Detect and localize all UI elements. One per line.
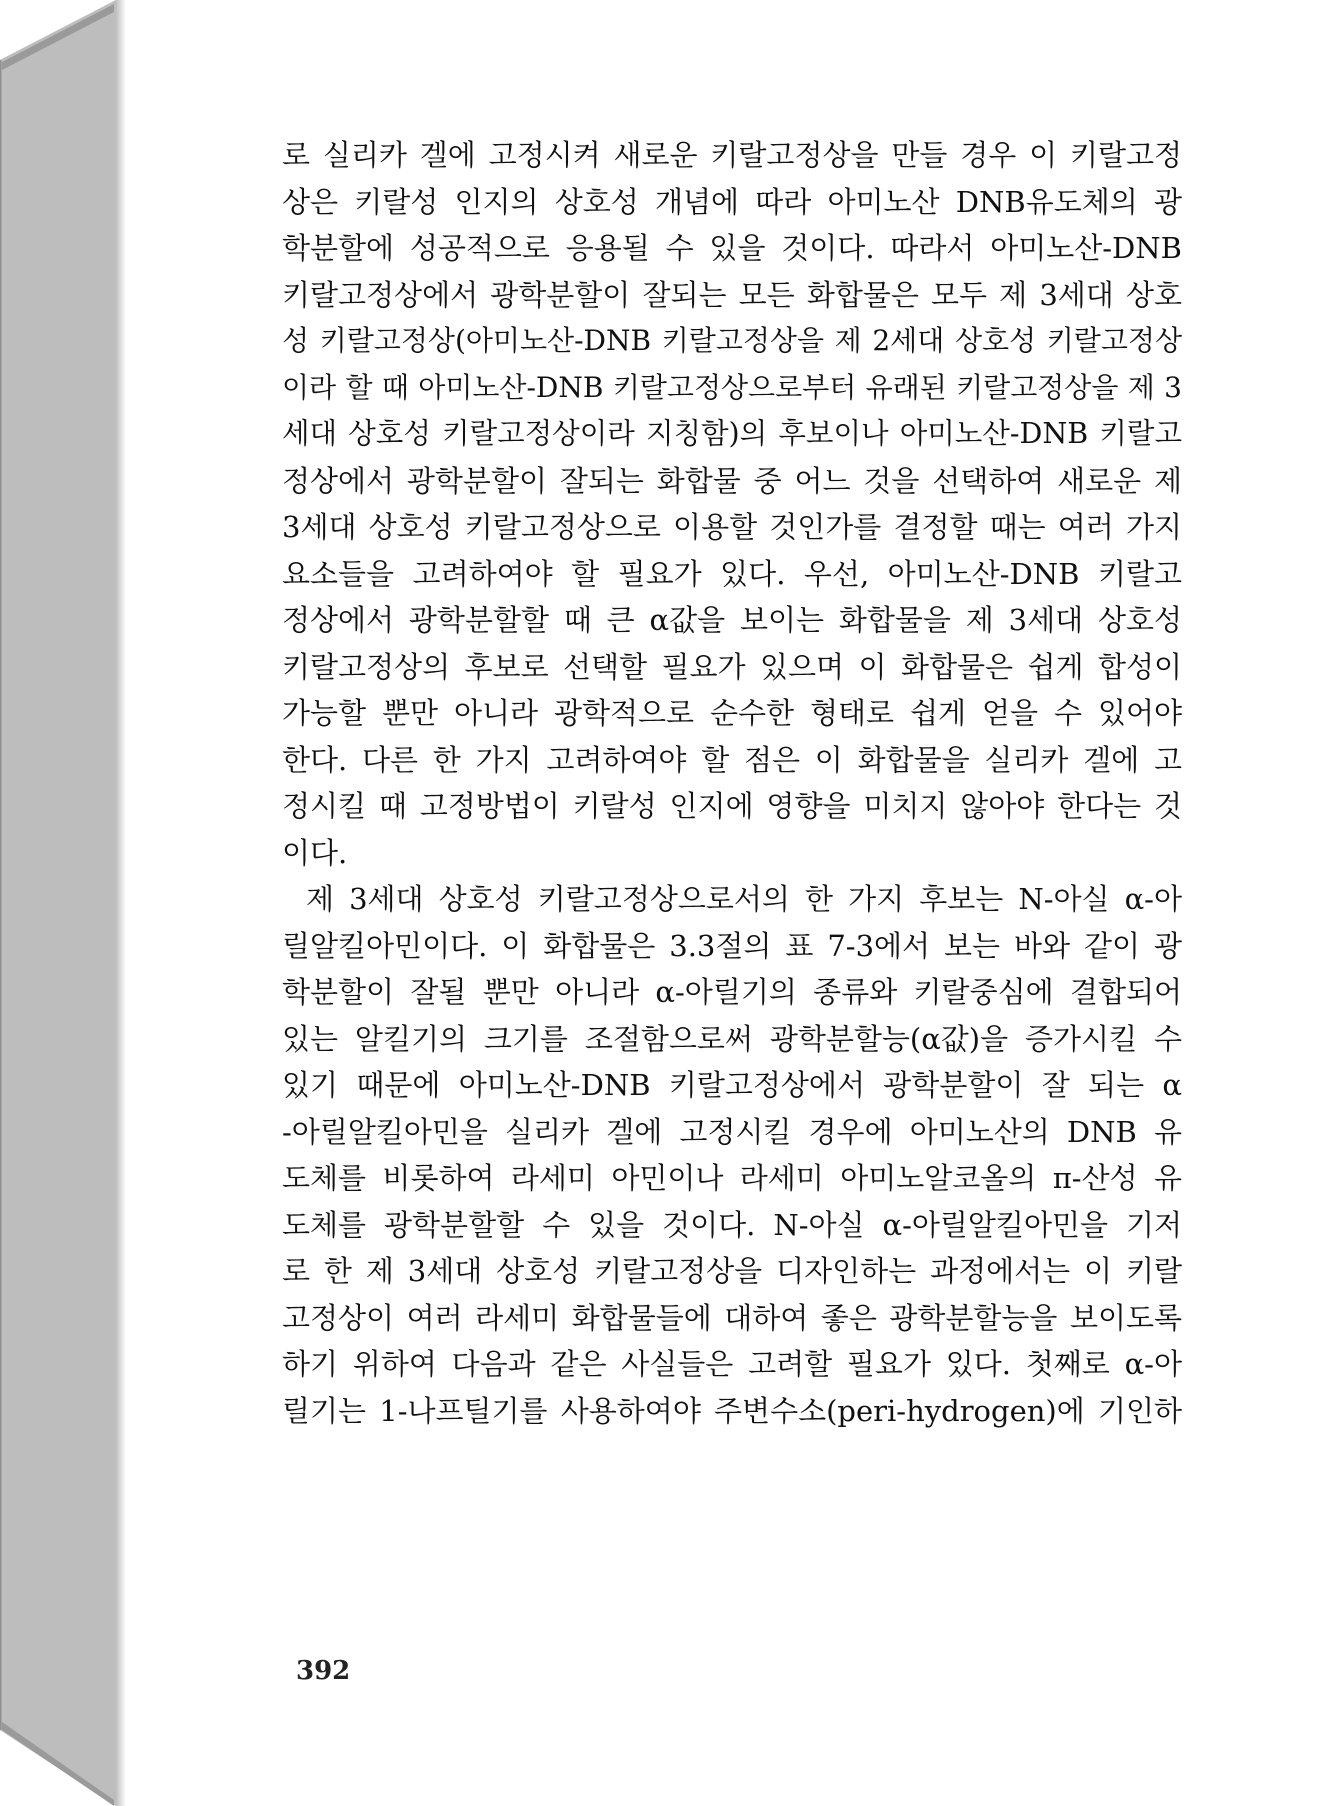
text-line: 성 키랄고정상(아미노산-DNB 키랄고정상을 제 2세대 상호성 키랄고정상 bbox=[282, 324, 1182, 357]
text-line: 하기 위하여 다음과 같은 사실들은 고려할 필요가 있다. 첫째로 α-아 bbox=[282, 1347, 1182, 1381]
text-line: 있는 알킬기의 크기를 조절함으로써 광학분할능(α값)을 증가시킬 수 bbox=[282, 1021, 1182, 1056]
text-line: 키랄고정상의 후보로 선택할 필요가 있으며 이 화합물은 쉽게 합성이 bbox=[282, 649, 1182, 684]
text-line: 학분할에 성공적으로 응용될 수 있을 것이다. 따라서 아미노산-DNB bbox=[282, 231, 1182, 265]
text-line: 로 실리카 겔에 고정시켜 새로운 키랄고정상을 만들 경우 이 키랄고정 bbox=[282, 138, 1182, 172]
text-line: 요소들을 고려하여야 할 필요가 있다. 우선, 아미노산-DNB 키랄고 bbox=[282, 556, 1182, 591]
text-line: 상은 키랄성 인지의 상호성 개념에 따라 아미노산 DNB유도체의 광 bbox=[282, 184, 1182, 219]
text-line: 로 한 제 3세대 상호성 키랄고정상을 디자인하는 과정에서는 이 키랄 bbox=[282, 1254, 1182, 1288]
text-line: -아릴알킬아민을 실리카 겔에 고정시킬 경우에 아미노산의 DNB 유 bbox=[282, 1114, 1182, 1149]
text-line: 도체를 광학분할할 수 있을 것이다. N-아실 α-아릴알킬아민을 기저 bbox=[282, 1207, 1182, 1242]
text-line: 정시킬 때 고정방법이 키랄성 인지에 영향을 미치지 않아야 한다는 것 bbox=[282, 789, 1182, 823]
text-line: 릴알킬아민이다. 이 화합물은 3.3절의 표 7-3에서 보는 바와 같이 광 bbox=[282, 928, 1182, 963]
text-line: 이라 할 때 아미노산-DNB 키랄고정상으로부터 유래된 키랄고정상을 제 3 bbox=[282, 370, 1182, 404]
text-line: 릴기는 1-나프틸기를 사용하여야 주변수소(peri-hydrogen)에 기인하 bbox=[282, 1393, 1182, 1428]
text-line: 키랄고정상에서 광학분할이 잘되는 모든 화합물은 모두 제 3세대 상호 bbox=[282, 277, 1182, 312]
body-text bbox=[282, 132, 1182, 1434]
text-line: 한다. 다른 한 가지 고려하여야 할 점은 이 화합물을 실리카 겔에 고 bbox=[282, 742, 1182, 777]
text-line: 세대 상호성 키랄고정상이라 지칭함)의 후보이나 아미노산-DNB 키랄고 bbox=[282, 417, 1182, 450]
text-line: 3세대 상호성 키랄고정상으로 이용할 것인가를 결정할 때는 여러 가지 bbox=[282, 510, 1182, 544]
page-number: 392 bbox=[296, 1656, 351, 1686]
text-line: 있기 때문에 아미노산-DNB 키랄고정상에서 광학분할이 잘 되는 α bbox=[282, 1068, 1182, 1102]
text-line: 가능할 뿐만 아니라 광학적으로 순수한 형태로 쉽게 얻을 수 있어야 bbox=[282, 696, 1182, 730]
text-line: 도체를 비롯하여 라세미 아민이나 라세미 아미노알코올의 π-산성 유 bbox=[282, 1161, 1182, 1195]
text-line: 정상에서 광학분할이 잘되는 화합물 중 어느 것을 선택하여 새로운 제 bbox=[282, 463, 1182, 498]
text-line: 제 3세대 상호성 키랄고정상으로서의 한 가지 후보는 N-아실 α-아 bbox=[306, 882, 1182, 916]
text-line: 정상에서 광학분할할 때 큰 α값을 보이는 화합물을 제 3세대 상호성 bbox=[282, 603, 1182, 637]
text-line: 이다. bbox=[282, 835, 348, 870]
text-line: 학분할이 잘될 뿐만 아니라 α-아릴기의 종류와 키랄중심에 결합되어 bbox=[282, 975, 1182, 1009]
page-edge-shadow bbox=[116, 0, 126, 1806]
text-line: 고정상이 여러 라세미 화합물들에 대하여 좋은 광학분할능을 보이도록 bbox=[282, 1300, 1182, 1335]
